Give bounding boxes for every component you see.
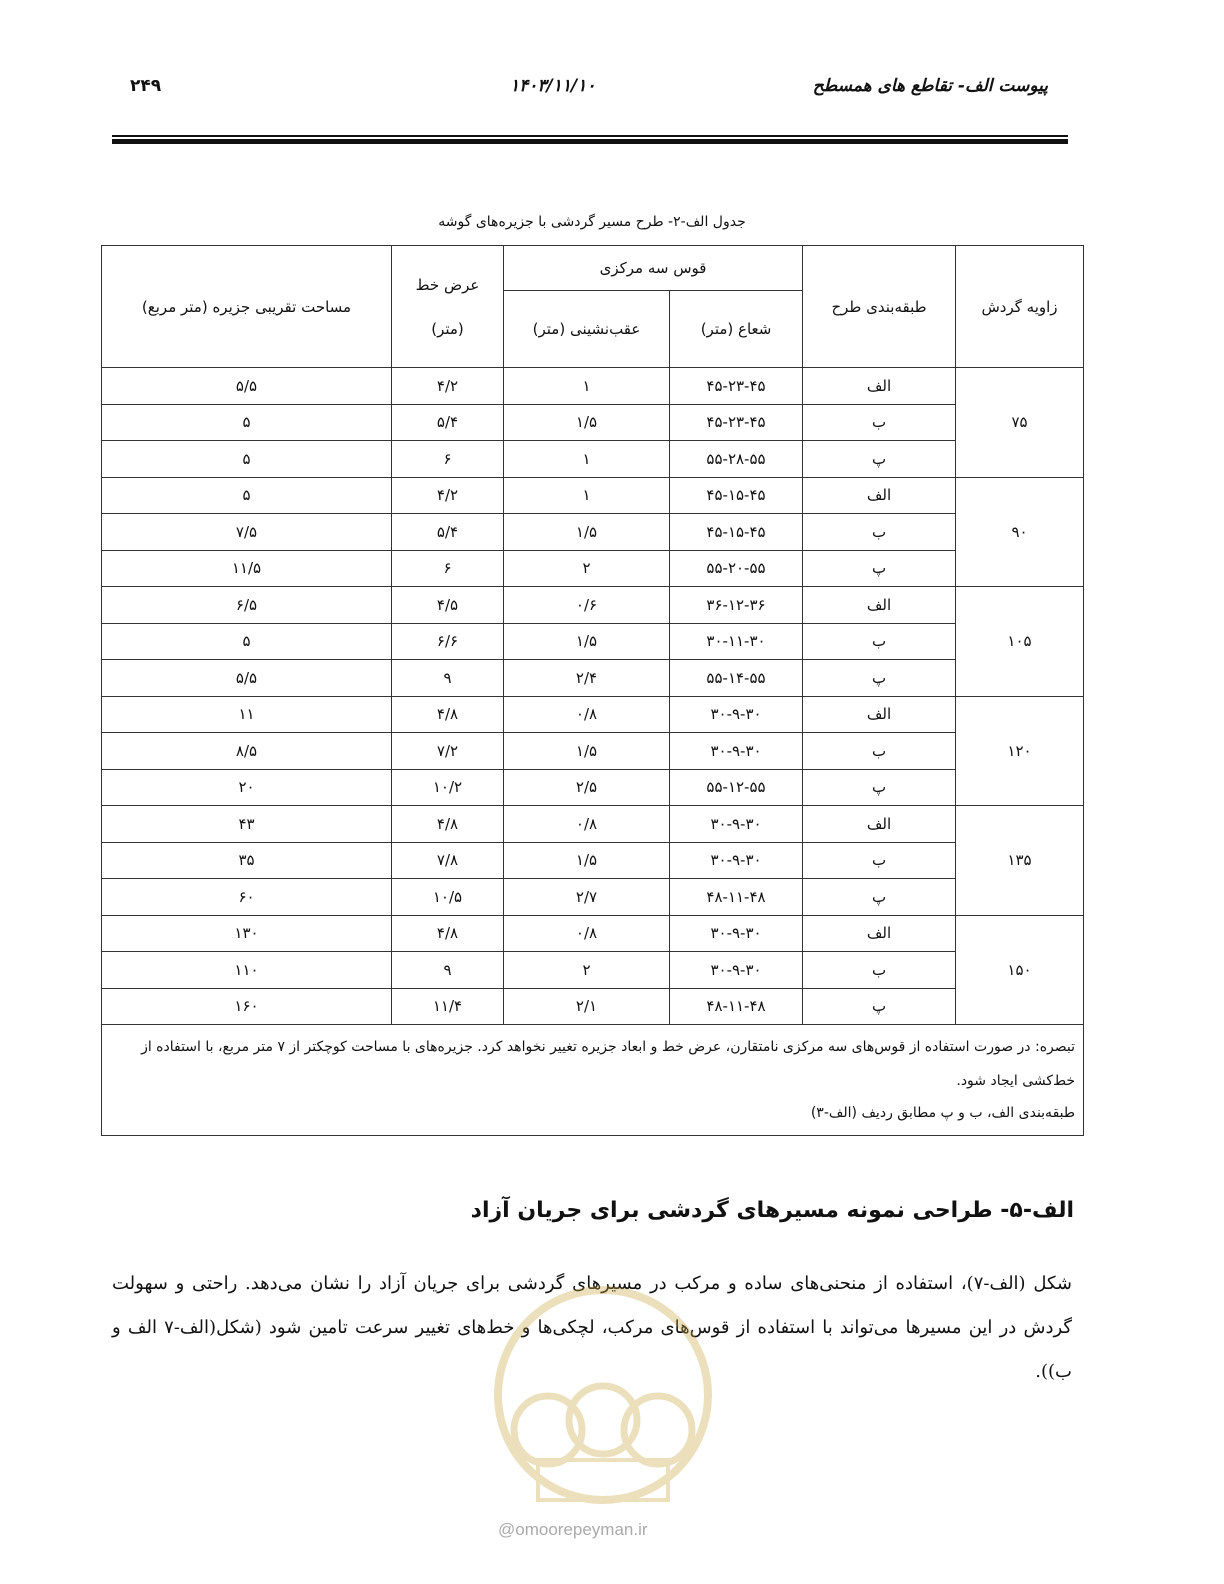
table-row [102, 550, 1084, 587]
cell-lane-width: ۹ [392, 952, 504, 989]
cell-classification: پ [803, 550, 956, 587]
cell-island-area: ۵/۵ [102, 368, 392, 405]
header-title: پیوست الف- تقاطع های همسطح [812, 76, 1048, 96]
cell-offset: ۲/۷ [504, 879, 670, 916]
cell-radius: ۴۸-۱۱-۴۸ [670, 879, 803, 916]
table-row [102, 915, 1084, 952]
cell-lane-width: ۱۰/۵ [392, 879, 504, 916]
cell-radius: ۴۵-۲۳-۴۵ [670, 368, 803, 405]
cell-radius: ۴۵-۱۵-۴۵ [670, 514, 803, 551]
cell-island-area: ۷/۵ [102, 514, 392, 551]
table-row [102, 769, 1084, 806]
cell-lane-width: ۴/۸ [392, 806, 504, 843]
lane-width-label: عرض خط [415, 275, 480, 294]
cell-classification: پ [803, 879, 956, 916]
cell-angle: ۱۳۵ [956, 806, 1084, 916]
cell-radius: ۳۶-۱۲-۳۶ [670, 587, 803, 624]
cell-radius: ۵۵-۱۲-۵۵ [670, 769, 803, 806]
table-row [102, 514, 1084, 551]
cell-classification: الف [803, 477, 956, 514]
cell-island-area: ۱۱۰ [102, 952, 392, 989]
cell-island-area: ۵ [102, 441, 392, 478]
page-number: ۲۴۹ [130, 76, 162, 96]
cell-island-area: ۱۶۰ [102, 988, 392, 1025]
cell-island-area: ۳۵ [102, 842, 392, 879]
cell-classification: پ [803, 660, 956, 697]
table-row [102, 806, 1084, 843]
cell-classification: ب [803, 733, 956, 770]
table-row [102, 587, 1084, 624]
cell-classification: پ [803, 988, 956, 1025]
cell-classification: ب [803, 404, 956, 441]
cell-angle: ۹۰ [956, 477, 1084, 587]
cell-offset: ۱/۵ [504, 514, 670, 551]
cell-radius: ۳۰-۹-۳۰ [670, 952, 803, 989]
cell-lane-width: ۴/۸ [392, 696, 504, 733]
cell-island-area: ۶/۵ [102, 587, 392, 624]
header-arc-group: قوس سه مرکزی [504, 246, 803, 291]
cell-lane-width: ۴/۸ [392, 915, 504, 952]
table-row [102, 988, 1084, 1025]
cell-classification: الف [803, 368, 956, 405]
cell-radius: ۴۸-۱۱-۴۸ [670, 988, 803, 1025]
cell-island-area: ۸/۵ [102, 733, 392, 770]
cell-angle: ۱۵۰ [956, 915, 1084, 1025]
cell-radius: ۳۰-۱۱-۳۰ [670, 623, 803, 660]
cell-radius: ۵۵-۱۴-۵۵ [670, 660, 803, 697]
turning-roadway-table [101, 245, 1084, 1136]
cell-angle: ۱۲۰ [956, 696, 1084, 806]
cell-radius: ۵۵-۲۸-۵۵ [670, 441, 803, 478]
cell-radius: ۳۰-۹-۳۰ [670, 806, 803, 843]
cell-offset: ۲/۱ [504, 988, 670, 1025]
section-paragraph: شکل (الف-۷)، استفاده از منحنی‌های ساده و مرکب در مسیرهای گردشی برای جریان آزاد را نشان می‌دهد. راحتی و سهولت گردش در این مسیرها می‌تواند با استفاده از قوس‌های مرکب، لچکی‌ها و خط‌های تغییر سرعت تامین شود (شکل(الف-۷ الف و ب)). [112, 1273, 1072, 1382]
cell-offset: ۱/۵ [504, 842, 670, 879]
note-line-1: تبصره: در صورت استفاده از قوس‌های سه مرکزی نامتقارن، عرض خط و ابعاد جزیره تغییر نخواهد کرد. جزیره‌های با مساحت کوچکتر از ۷ متر مربع، با استفاده از [141, 1039, 1076, 1055]
cell-island-area: ۵ [102, 404, 392, 441]
table-row [102, 842, 1084, 879]
table-note [102, 1025, 1084, 1136]
table-caption: جدول الف-۲- طرح مسیر گردشی با جزیره‌های گوشه [438, 214, 746, 230]
cell-offset: ۱ [504, 477, 670, 514]
table-row [102, 623, 1084, 660]
cell-lane-width: ۱۱/۴ [392, 988, 504, 1025]
cell-offset: ۱/۵ [504, 733, 670, 770]
cell-lane-width: ۷/۲ [392, 733, 504, 770]
cell-lane-width: ۶ [392, 441, 504, 478]
cell-offset: ۰/۸ [504, 806, 670, 843]
header-rule-thin [112, 135, 1068, 137]
cell-offset: ۲ [504, 952, 670, 989]
header-rule-thick [112, 139, 1068, 144]
header-lane-width [392, 246, 504, 368]
cell-offset: ۲/۴ [504, 660, 670, 697]
table-row [102, 952, 1084, 989]
cell-lane-width: ۷/۸ [392, 842, 504, 879]
cell-radius: ۳۰-۹-۳۰ [670, 842, 803, 879]
table-row [102, 879, 1084, 916]
cell-classification: پ [803, 441, 956, 478]
page-header [112, 70, 1068, 106]
cell-radius: ۳۰-۹-۳۰ [670, 733, 803, 770]
cell-offset: ۱/۵ [504, 404, 670, 441]
table-body [102, 368, 1084, 1025]
cell-lane-width: ۱۰/۲ [392, 769, 504, 806]
table-row [102, 696, 1084, 733]
lane-width-unit: (متر) [431, 319, 464, 338]
table-row [102, 404, 1084, 441]
header-radius: شعاع (متر) [670, 291, 803, 368]
cell-radius: ۴۵-۲۳-۴۵ [670, 404, 803, 441]
cell-angle: ۷۵ [956, 368, 1084, 478]
table-row [102, 660, 1084, 697]
cell-radius: ۳۰-۹-۳۰ [670, 915, 803, 952]
cell-island-area: ۱۱ [102, 696, 392, 733]
cell-island-area: ۴۳ [102, 806, 392, 843]
cell-offset: ۱ [504, 368, 670, 405]
header-date: ۱۴۰۳/۱۱/۱۰ [510, 76, 596, 96]
cell-island-area: ۵/۵ [102, 660, 392, 697]
note-line-3: طبقه‌بندی الف، ب و پ مطابق ردیف (الف-۳) [810, 1105, 1076, 1121]
cell-classification: الف [803, 806, 956, 843]
cell-radius: ۳۰-۹-۳۰ [670, 696, 803, 733]
cell-lane-width: ۴/۲ [392, 368, 504, 405]
header-island-area: مساحت تقریبی جزیره (متر مربع) [102, 246, 392, 368]
cell-lane-width: ۴/۲ [392, 477, 504, 514]
cell-offset: ۰/۶ [504, 587, 670, 624]
cell-offset: ۰/۸ [504, 915, 670, 952]
table-row [102, 441, 1084, 478]
cell-classification: الف [803, 915, 956, 952]
table-row [102, 733, 1084, 770]
cell-offset: ۱ [504, 441, 670, 478]
cell-lane-width: ۶/۶ [392, 623, 504, 660]
cell-offset: ۱/۵ [504, 623, 670, 660]
cell-classification: ب [803, 952, 956, 989]
cell-island-area: ۶۰ [102, 879, 392, 916]
cell-lane-width: ۴/۵ [392, 587, 504, 624]
cell-classification: پ [803, 769, 956, 806]
table-row [102, 477, 1084, 514]
cell-island-area: ۵ [102, 477, 392, 514]
cell-lane-width: ۶ [392, 550, 504, 587]
header-offset: عقب‌نشینی (متر) [504, 291, 670, 368]
cell-lane-width: ۵/۴ [392, 404, 504, 441]
note-line-2: خط‌کشی ایجاد شود. [956, 1073, 1076, 1089]
table-row [102, 368, 1084, 405]
cell-angle: ۱۰۵ [956, 587, 1084, 697]
cell-radius: ۵۵-۲۰-۵۵ [670, 550, 803, 587]
header-angle: زاویه گردش [956, 246, 1084, 368]
cell-classification: ب [803, 514, 956, 551]
cell-offset: ۲/۵ [504, 769, 670, 806]
watermark-logo [488, 1270, 718, 1520]
cell-radius: ۴۵-۱۵-۴۵ [670, 477, 803, 514]
header-classification: طبقه‌بندی طرح [803, 246, 956, 368]
cell-island-area: ۲۰ [102, 769, 392, 806]
cell-offset: ۰/۸ [504, 696, 670, 733]
cell-lane-width: ۹ [392, 660, 504, 697]
cell-island-area: ۱۳۰ [102, 915, 392, 952]
cell-classification: الف [803, 587, 956, 624]
cell-classification: ب [803, 623, 956, 660]
watermark-text: @omoorepeyman.ir [498, 1520, 648, 1539]
cell-island-area: ۱۱/۵ [102, 550, 392, 587]
cell-lane-width: ۵/۴ [392, 514, 504, 551]
cell-classification: ب [803, 842, 956, 879]
cell-island-area: ۵ [102, 623, 392, 660]
cell-classification: الف [803, 696, 956, 733]
cell-offset: ۲ [504, 550, 670, 587]
section-heading: الف-۵- طراحی نمونه مسیرهای گردشی برای جریان آزاد [470, 1198, 1074, 1223]
